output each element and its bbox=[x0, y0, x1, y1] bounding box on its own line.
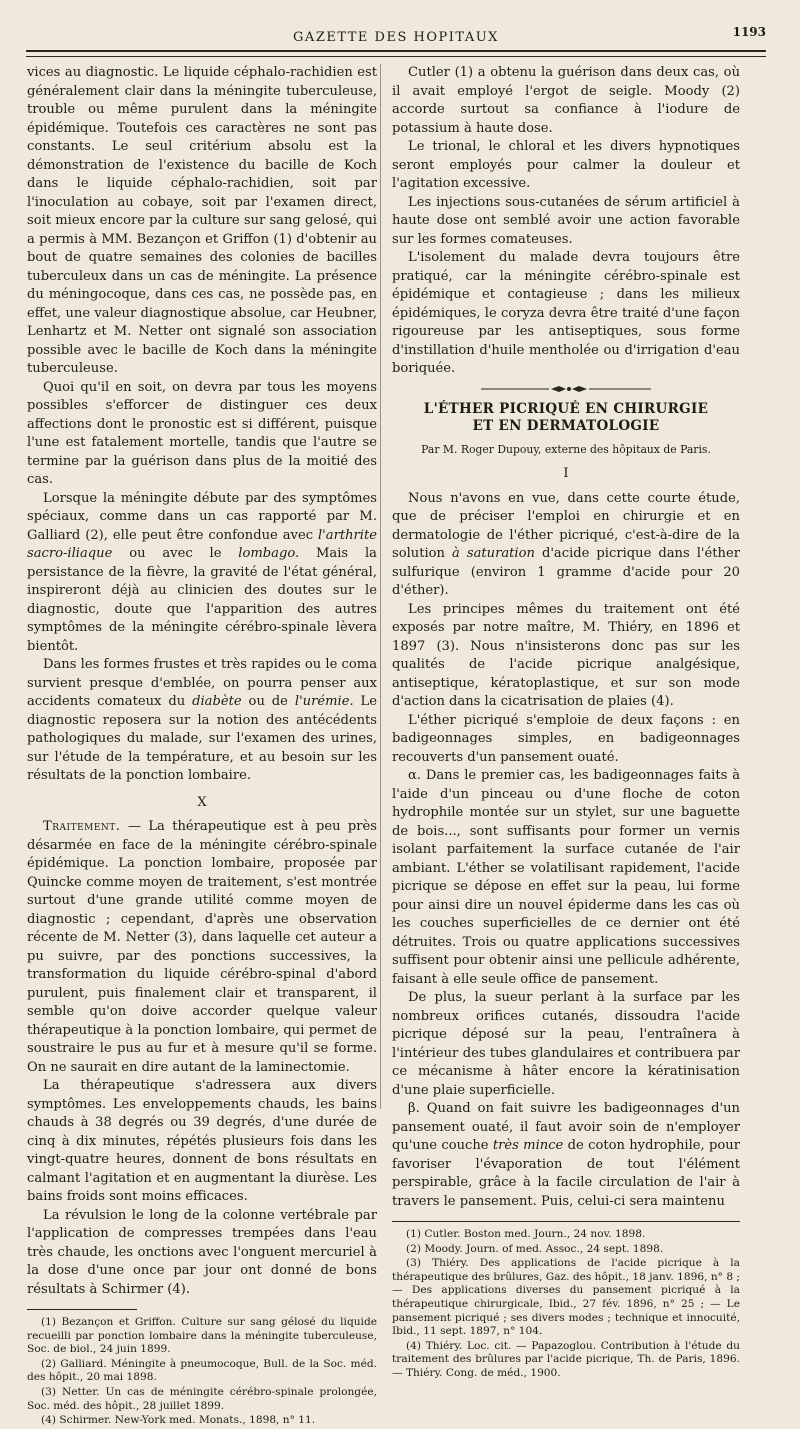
paragraph: Les injections sous-cutanées de sérum artificiel à haute dose ont semblé avoir une action favorable sur les formes comateuses. bbox=[392, 194, 740, 247]
paragraph: L'éther picriqué s'emploie de deux façons : en badigeonnages simples, en badigeonnages recouverts d'un pansement ouaté. bbox=[392, 712, 740, 765]
paragraph: Traitement. — La thérapeutique est à peu près désarmée en face de la méningite cérébro-spinale épidémique. La ponction lombaire, proposée par Quincke comme moyen de traitement, s'est montrée surtout d'une grande utilité comme moyen de diagnostic ; cependant, d'après une observation récente de M. Netter (3), dans laquelle cet auteur a pu suivre, par des ponctions successives, la transformation du liquide cérébro-spinal d'abord purulent, puis finalement clair et transparent, il semble qu'on doive accorder quelque valeur thérapeutique à la ponction lombaire, qui permet de soustraire le pus au fur et à mesure qu'il se forme. On ne saurait en dire autant de la laminectomie. bbox=[27, 819, 377, 1075]
paragraph: Dans les formes frustes et très rapides ou le coma survient presque d'emblée, on pourra penser aux accidents comateux du diabète ou de l'urémie. Le diagnostic reposera sur la notion des antécédents pathologiques du malade, sur l'examen des urines, sur l'étude de la température, et au besoin sur les résultats de la ponction lombaire. bbox=[27, 657, 378, 783]
paragraph: β. Quand on fait suivre les badigeonnages d'un pansement ouaté, il faut avoir soin de n'employer qu'une couche très mince de coton hydrophile, pour favoriser l'évaporation de tout l'élément perspirable, grâce à la facile circulation de l'air à travers le pansement. Puis, celui-ci sera maintenu bbox=[392, 1101, 740, 1209]
emphasis: à saturation bbox=[452, 546, 535, 561]
column-divider bbox=[380, 64, 381, 1109]
page-number: 1193 bbox=[732, 25, 766, 39]
emphasis: lombago. bbox=[238, 546, 300, 561]
footnote-rule bbox=[392, 1221, 740, 1222]
paragraph: L'isolement du malade devra toujours être pratiqué, car la méningite cérébro-spinale est épidémique et contagieuse ; dans les milieux épidémiques, le coryza devra être traité d'une façon rigoureuse par les antiseptiques, sous forme d'instillation d'huile mentholée ou d'irrigation d'eau boriquée. bbox=[392, 250, 740, 376]
footnote: (4) Schirmer. New-York med. Monats., 1898, n° 11. bbox=[41, 1414, 316, 1427]
header-rule-thin bbox=[26, 56, 766, 57]
left-column bbox=[27, 64, 377, 1429]
article-title: L'ÉTHER PICRIQUÉ EN CHIRURGIE ET EN DERMATOLOGIE bbox=[423, 400, 709, 434]
emphasis: l'arthrite sacro-iliaque bbox=[27, 527, 377, 561]
paragraph: Le trional, le chloral et les divers hypnotiques seront employés pour calmer la douleur et l'agitation excessive. bbox=[392, 139, 740, 191]
footnotes bbox=[27, 1316, 377, 1428]
paragraph: De plus, la sueur perlant à la surface par les nombreux orifices cutanés, dissoudra l'acide picrique déposé sur la peau, l'entraînera à l'intérieur des tubes glandulaires et contribuera par ce mécanisme à hâter encore la kératinisation d'une plaie superficielle. bbox=[392, 990, 740, 1098]
footnote: (3) Thiéry. Des applications de l'acide picrique à la thérapeutique des brûlures, Gaz. des hôpit., 18 janv. 1896, n° 8 ; — Des applications diverses du pansement picriqué à la thérapeutique chirurgicale, Ibid., 27 fév. 1896, n° 25 ; — Le pansement picriqué ; ses divers modes ; technique et innocuité, Ibid., 11 sept. 1897, n° 104. bbox=[392, 1257, 740, 1338]
ornament-separator bbox=[481, 385, 651, 393]
section-number: I bbox=[563, 466, 569, 481]
footnote: (2) Moody. Journ. of med. Assoc., 24 sept. 1898. bbox=[406, 1242, 664, 1255]
paragraph: Les principes mêmes du traitement ont été exposés par notre maître, M. Thiéry, en 1896 et 1897 (3). Nous n'insisterons donc pas sur les qualités de l'acide picrique analgésique, antiseptique, kératoplastique, et sur son mode d'action dans la cicatrisation de plaies (4). bbox=[392, 601, 740, 709]
footnote: (4) Thiéry. Loc. cit. — Papazoglou. Contribution à l'étude du traitement des brûlures par l'acide picrique, Th. de Paris, 1896. — Thiéry. Cong. de méd., 1900. bbox=[392, 1339, 740, 1379]
article-author: Par M. Roger Dupouy, externe des hôpitaux de Paris. bbox=[421, 442, 711, 456]
journal-title: GAZETTE DES HOPITAUX bbox=[293, 30, 499, 45]
header-rule bbox=[26, 50, 766, 52]
right-column bbox=[392, 64, 740, 1382]
section-number: X bbox=[197, 794, 207, 810]
footnote: (1) Cutler. Boston med. Journ., 24 nov. 1898. bbox=[406, 1228, 646, 1240]
footnotes bbox=[392, 1228, 740, 1381]
footnote: (2) Galliard. Méningite à pneumocoque, Bull. de la Soc. méd. des hôpit., 20 mai 1898. bbox=[27, 1357, 377, 1384]
paragraph: La thérapeutique s'adressera aux divers symptômes. Les enveloppements chauds, les bains chauds à 38 degrés ou 39 degrés, d'une durée de cinq à dix minutes, répétés plusieurs fois dans les vingt-quatre heures, donnent de bons résultats en calmant l'agitation et en augmentant la diurèse. Les bains froids sont moins efficaces. bbox=[27, 1078, 377, 1204]
emphasis: l'urémie. bbox=[294, 694, 354, 709]
footnote: (1) Bezançon et Griffon. Culture sur sang gélosé du liquide recueilli par ponction lombaire dans la méningite tuberculeuse, Soc. de biol., 24 juin 1899. bbox=[27, 1316, 377, 1356]
paragraph: Lorsque la méningite débute par des symptômes spéciaux, comme dans un cas rapporté par M. Galliard (2), elle peut être confondue avec l'arthrite sacro-iliaque ou avec le lombago. Mais la persistance de la fièvre, la gravité de l'état général, inspireront déjà au clinicien des doutes sur le diagnostic, doute que l'apparition des autres symptômes de la méningite cérébro-spinale lèvera bientôt. bbox=[27, 490, 377, 654]
paragraph: Nous n'avons en vue, dans cette courte étude, que de préciser l'emploi en chirurgie et en dermatologie de l'éther picriqué, c'est-à-dire de la solution à saturation d'acide picrique dans l'éther sulfurique (environ 1 gramme d'acide pour 20 d'éther). bbox=[392, 490, 740, 598]
footnote: (3) Netter. Un cas de méningite cérébro-spinale prolongée, Soc. méd. des hôpit., 28 juillet 1899. bbox=[27, 1385, 377, 1412]
paragraph: vices au diagnostic. Le liquide céphalo-rachidien est généralement clair dans la méningite tuberculeuse, trouble ou même purulent dans la méningite épidémique. Toutefois ces caractères ne sont pas constants. Le seul critérium absolu est la démonstration de l'existence du bacille de Koch dans le liquide céphalo-rachidien, soit par l'inoculation au cobaye, soit par l'examen direct, soit mieux encore par la culture sur sang gelosé, qui a permis à MM. Bezançon et Griffon (1) d'obtenir au bout de quatre semaines des colonies de bacilles tuberculeux dans un cas de méningite. La présence du méningocoque, dans ces cas, ne possède pas, en effet, une valeur diagnostique absolue, car Heubner, Lenhartz et M. Netter ont signalé son association possible avec le bacille de Koch dans la méningite tuberculeuse. bbox=[27, 65, 377, 376]
emphasis: diabète bbox=[192, 694, 242, 709]
emphasis: très mince bbox=[492, 1138, 564, 1153]
paragraph: α. Dans le premier cas, les badigeonnages faits à l'aide d'un pinceau ou d'une floche de coton hydrophile montée sur un stylet, sur une baguette de bois..., sont suffisants pour former un vernis isolant parfaitement la surface cutanée de l'air ambiant. L'éther se volatilisant rapidement, l'acide picrique se dépose en effet sur la peau, lui forme pour ainsi dire un nouvel épiderme dans les cas où les couches superficielles de ce dernier ont été détruites. Trois ou quatre applications successives suffisent pour obtenir ainsi une pellicule adhérente, faisant à elle seule office de pansement. bbox=[392, 768, 740, 987]
paragraph: La révulsion le long de la colonne vertébrale par l'application de compresses trempées dans l'eau très chaude, les onctions avec l'onguent mercuriel à la dose d'une once par jour ont donné de bons résultats à Schirmer (4). bbox=[27, 1207, 377, 1297]
paragraph: Cutler (1) a obtenu la guérison dans deux cas, où il avait employé l'ergot de seigle. Moody (2) accorde surtout sa confiance à l'iodure de potassium à haute dose. bbox=[392, 65, 740, 136]
footnote-rule bbox=[27, 1309, 137, 1310]
section-label: Traitement. bbox=[43, 819, 121, 834]
paragraph: Quoi qu'il en soit, on devra par tous les moyens possibles s'efforcer de distinguer ces deux affections dont le pronostic est si différent, puisque l'une est fatalement mortelle, tandis que l'autre se termine par la guérison dans plus de la moitié des cas. bbox=[27, 379, 377, 487]
page-header bbox=[26, 22, 766, 52]
